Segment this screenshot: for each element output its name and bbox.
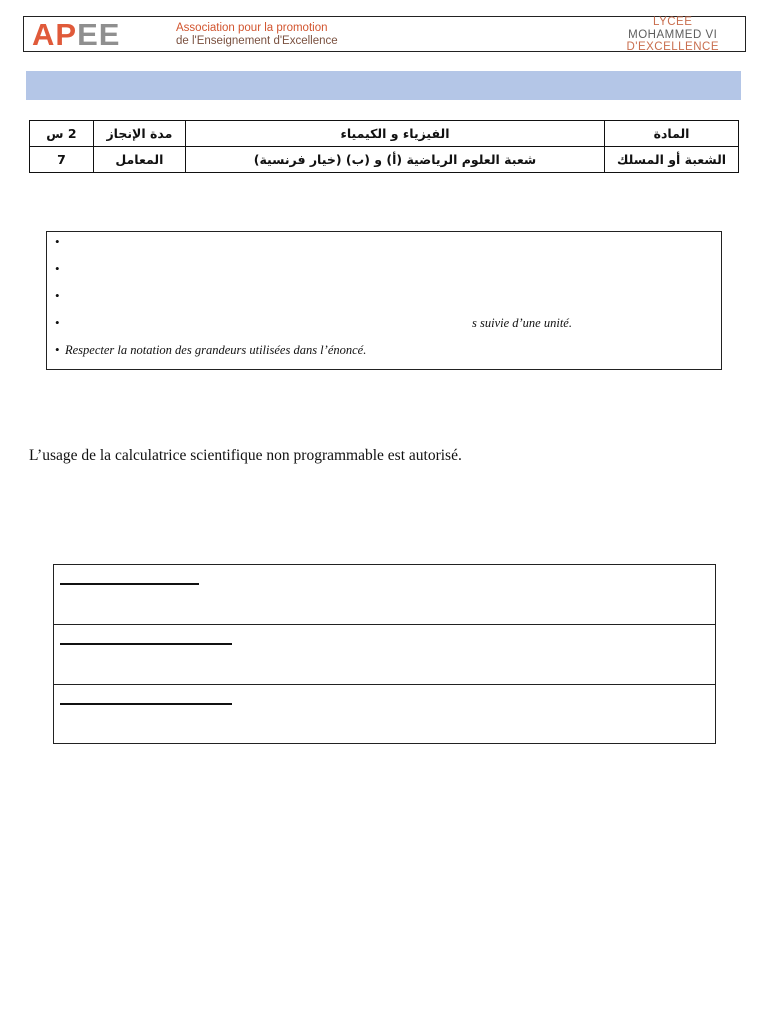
list-item	[55, 234, 715, 252]
association-name	[176, 22, 338, 48]
apee-logo	[32, 19, 120, 51]
title-underline	[60, 583, 199, 585]
association-line-1: Association pour la promotion	[176, 22, 328, 34]
bullet-icon: •	[55, 261, 60, 276]
coefficient-value: 7	[30, 147, 94, 173]
table-row	[30, 121, 739, 147]
duration-label: مدة الإنجاز	[93, 121, 185, 147]
subject-label: المادة	[605, 121, 739, 147]
exercise-table	[53, 564, 716, 744]
title-underline	[60, 643, 232, 645]
table-row	[54, 685, 715, 745]
association-line-2: de l'Enseignement d'Excellence	[176, 35, 338, 47]
header-banner	[23, 16, 746, 52]
logo-part-ap: AP	[32, 17, 78, 52]
bullet-icon: •	[55, 234, 60, 249]
subject-value: الفيزياء و الكيمياء	[185, 121, 604, 147]
table-row	[54, 625, 715, 685]
bullet-icon: •	[55, 315, 60, 330]
table-row	[30, 147, 739, 173]
title-bar	[26, 71, 741, 100]
lycee-line-1: LYCEE	[653, 16, 693, 28]
instruction-text: Respecter la notation des grandeurs utilisées dans l’énoncé.	[65, 343, 367, 357]
list-item	[55, 288, 715, 306]
track-label: الشعبة أو المسلك	[605, 147, 739, 173]
bullet-icon: •	[55, 288, 60, 303]
list-item	[55, 261, 715, 279]
bullet-icon: •	[55, 342, 60, 357]
coefficient-label: المعامل	[93, 147, 185, 173]
logo-part-ee: EE	[77, 17, 121, 52]
instruction-text: s suivie d’une unité.	[472, 316, 572, 330]
list-item	[55, 342, 715, 360]
list-item	[55, 315, 715, 333]
exam-info-table	[29, 120, 739, 173]
track-value: شعبة العلوم الرياضية (أ) و (ب) (خيار فرنسية)	[185, 147, 604, 173]
lycee-name	[626, 16, 719, 54]
instructions-box	[46, 231, 722, 370]
lycee-line-3: D'EXCELLENCE	[626, 41, 719, 53]
lycee-line-2: MOHAMMED VI	[628, 28, 718, 41]
table-row	[54, 565, 715, 625]
title-underline	[60, 703, 232, 705]
duration-value: 2 س	[30, 121, 94, 147]
calculator-note: L’usage de la calculatrice scientifique non programmable est autorisé.	[29, 447, 462, 464]
